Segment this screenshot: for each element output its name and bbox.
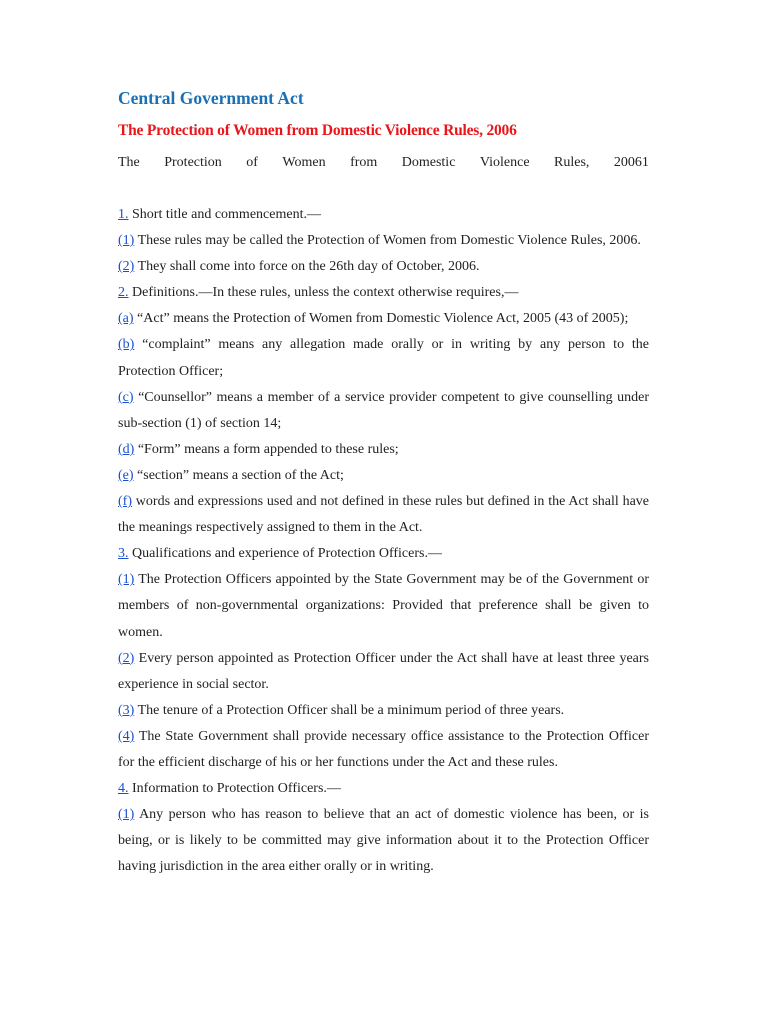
clause-text: The State Government shall provide necessary office assistance to the Protection Officer for the efficient discharge of his or her functions under the Act and these rules. bbox=[118, 728, 649, 770]
document-subtitle: The Protection of Women from Domestic Violence Rules, 2006 bbox=[118, 122, 517, 139]
document-body bbox=[118, 202, 649, 880]
clause-reference-link[interactable]: 1. bbox=[118, 207, 129, 222]
clause-reference-link[interactable]: (b) bbox=[118, 337, 135, 353]
rule-paragraph bbox=[118, 646, 649, 698]
rule-paragraph bbox=[118, 306, 649, 332]
title-word: Rules, bbox=[554, 155, 590, 170]
rule-paragraph bbox=[118, 567, 649, 645]
clause-text: Definitions.—In these rules, unless the context otherwise requires,— bbox=[128, 285, 519, 301]
rule-paragraph bbox=[118, 541, 649, 567]
clause-reference-link[interactable]: (1) bbox=[118, 572, 135, 588]
title-word: Violence bbox=[479, 155, 530, 170]
rule-paragraph bbox=[118, 724, 649, 776]
rule-paragraph bbox=[118, 776, 649, 802]
clause-text: words and expressions used and not defined in these rules but defined in the Act shall have the meanings respectively assigned to them in the Act. bbox=[118, 494, 649, 536]
rule-paragraph bbox=[118, 280, 649, 306]
clause-text: Every person appointed as Protection Officer under the Act shall have at least three years experience in social sector. bbox=[118, 650, 649, 692]
rule-paragraph bbox=[118, 489, 649, 541]
clause-reference-link[interactable]: 3. bbox=[118, 546, 129, 562]
clause-text: “section” means a section of the Act; bbox=[133, 467, 344, 483]
clause-text: Information to Protection Officers.— bbox=[128, 781, 341, 797]
title-word: 20061 bbox=[613, 155, 649, 170]
title-word: Domestic bbox=[401, 155, 456, 170]
document-title-line bbox=[118, 153, 649, 173]
clause-reference-link[interactable]: (4) bbox=[118, 728, 135, 744]
clause-reference-link[interactable]: (1) bbox=[118, 807, 135, 823]
clause-reference-link[interactable]: 2. bbox=[118, 285, 129, 301]
title-word: Women bbox=[282, 155, 326, 170]
rule-paragraph bbox=[118, 332, 649, 384]
title-word: The bbox=[118, 155, 140, 170]
clause-text: Any person who has reason to believe that an act of domestic violence has been, or is being, or is likely to be committed may give information about it to the Protection Officer having jurisdiction in the area either orally or in writing. bbox=[118, 807, 649, 875]
clause-reference-link[interactable]: (2) bbox=[118, 650, 135, 666]
clause-reference-link[interactable]: (d) bbox=[118, 441, 135, 457]
rule-paragraph bbox=[118, 254, 649, 280]
clause-text: “Form” means a form appended to these rules; bbox=[134, 441, 399, 457]
clause-text: Short title and commencement.— bbox=[128, 207, 321, 222]
rule-paragraph bbox=[118, 437, 649, 463]
clause-text: “complaint” means any allegation made orally or in writing by any person to the Protection Officer; bbox=[118, 337, 649, 379]
rule-paragraph bbox=[118, 202, 649, 228]
clause-text: These rules may be called the Protection of Women from Domestic Violence Rules, 2006. bbox=[134, 233, 641, 249]
clause-reference-link[interactable]: (f) bbox=[118, 494, 132, 510]
clause-reference-link[interactable]: 4. bbox=[118, 781, 129, 797]
page-heading: Central Government Act bbox=[118, 88, 304, 108]
rule-paragraph bbox=[118, 228, 649, 254]
clause-text: The Protection Officers appointed by the State Government may be of the Government or members of non-governmental organizations: Provided that preference shall be given to women. bbox=[118, 572, 649, 640]
clause-text: The tenure of a Protection Officer shall be a minimum period of three years. bbox=[134, 702, 565, 718]
document-content bbox=[118, 86, 649, 880]
clause-text: “Counsellor” means a member of a service provider competent to give counselling under sub-section (1) of section 14; bbox=[118, 389, 649, 431]
clause-text: Qualifications and experience of Protection Officers.— bbox=[128, 546, 442, 562]
clause-text: They shall come into force on the 26th day of October, 2006. bbox=[134, 259, 480, 275]
clause-reference-link[interactable]: (1) bbox=[118, 233, 135, 249]
clause-reference-link[interactable]: (2) bbox=[118, 259, 135, 275]
title-word: Protection bbox=[164, 155, 222, 170]
clause-reference-link[interactable]: (3) bbox=[118, 702, 135, 718]
clause-reference-link[interactable]: (c) bbox=[118, 389, 134, 405]
title-word: of bbox=[246, 155, 258, 170]
rule-paragraph bbox=[118, 463, 649, 489]
clause-text: “Act” means the Protection of Women from Domestic Violence Act, 2005 (43 of 2005); bbox=[133, 311, 629, 327]
clause-reference-link[interactable]: (e) bbox=[118, 467, 134, 483]
clause-reference-link[interactable]: (a) bbox=[118, 311, 134, 327]
rule-paragraph bbox=[118, 802, 649, 880]
rule-paragraph bbox=[118, 385, 649, 437]
title-word: from bbox=[350, 155, 378, 170]
rule-paragraph bbox=[118, 698, 649, 724]
